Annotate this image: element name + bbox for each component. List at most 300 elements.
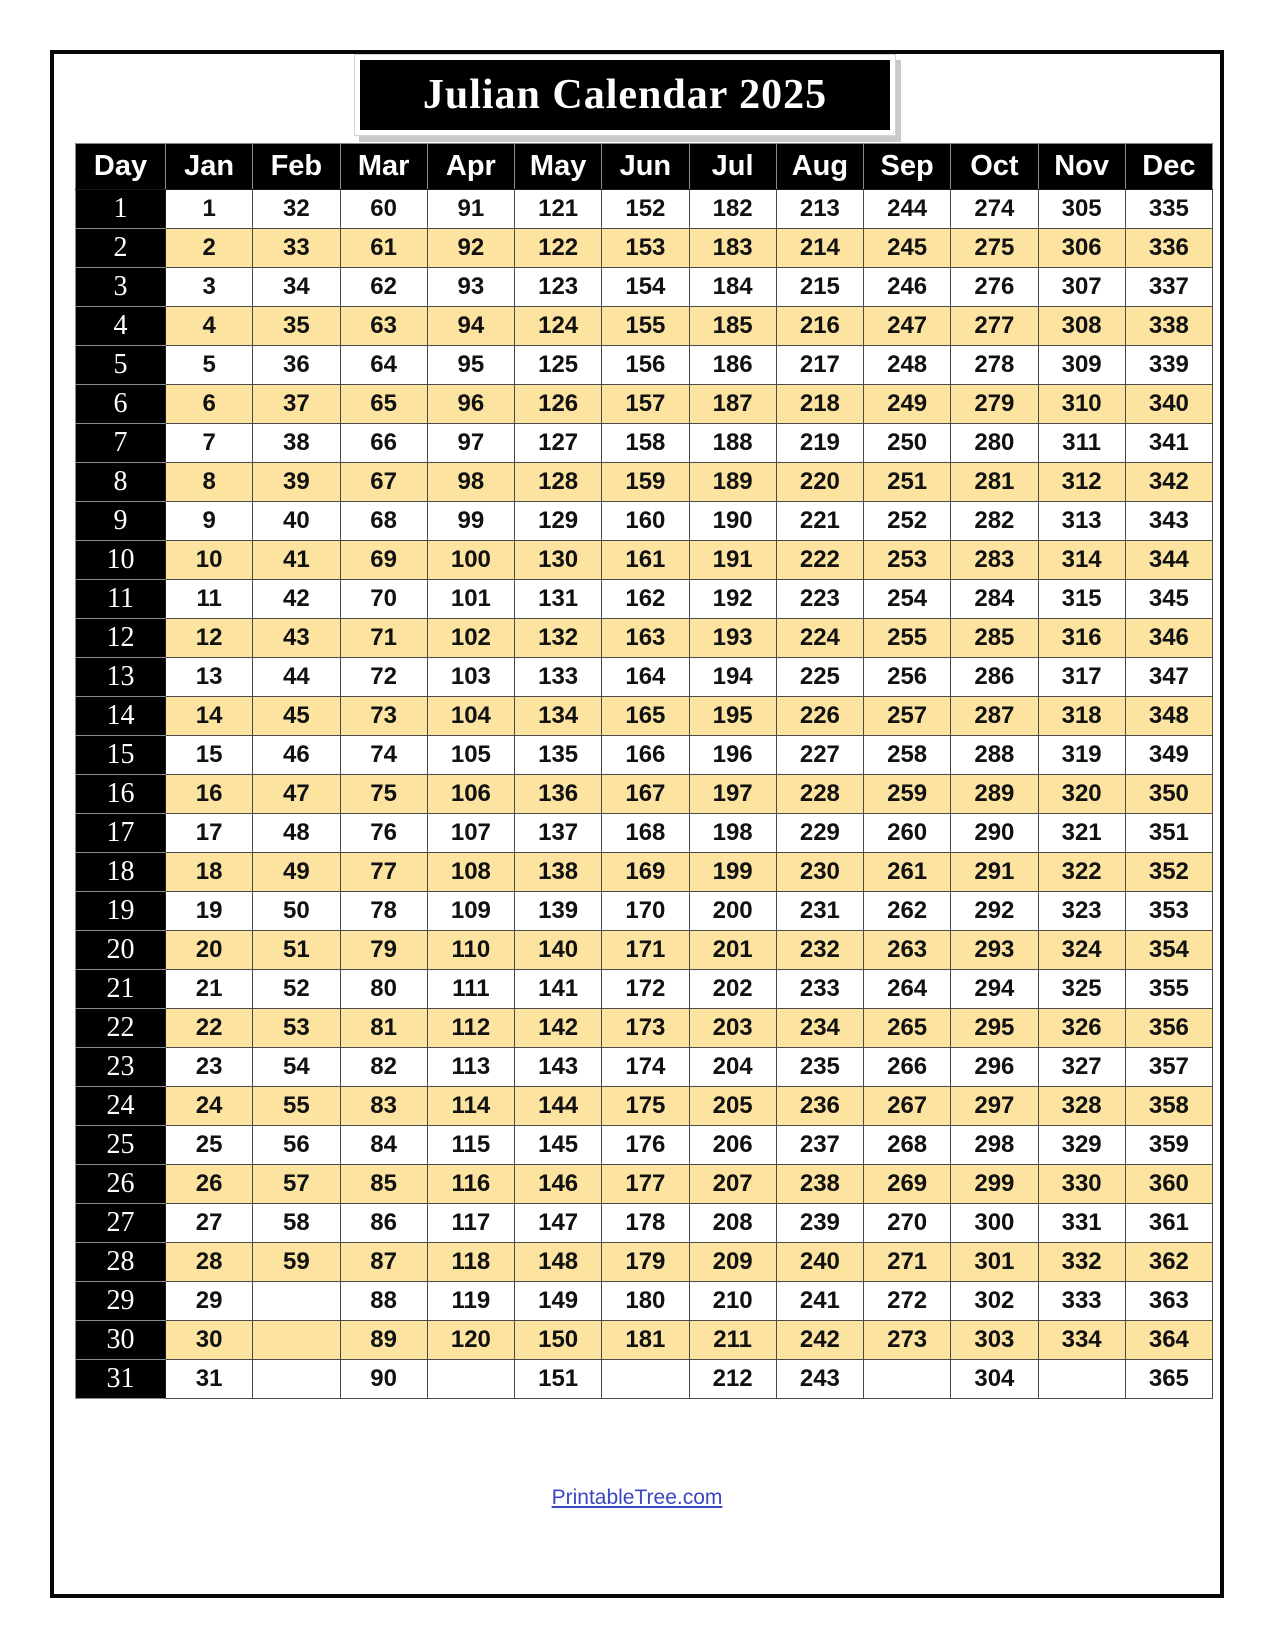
julian-day-cell: 339 xyxy=(1125,346,1212,385)
julian-day-cell: 263 xyxy=(864,931,951,970)
julian-day-cell: 193 xyxy=(689,619,776,658)
julian-day-cell: 273 xyxy=(864,1321,951,1360)
julian-day-cell: 341 xyxy=(1125,424,1212,463)
table-row xyxy=(76,190,1213,229)
julian-day-cell: 293 xyxy=(951,931,1038,970)
day-cell: 23 xyxy=(76,1048,166,1087)
julian-day-cell: 91 xyxy=(427,190,514,229)
julian-day-cell: 41 xyxy=(253,541,340,580)
julian-day-cell: 279 xyxy=(951,385,1038,424)
julian-day-cell: 305 xyxy=(1038,190,1125,229)
day-cell: 5 xyxy=(76,346,166,385)
julian-day-cell xyxy=(864,1360,951,1399)
julian-day-cell: 159 xyxy=(602,463,689,502)
julian-day-cell: 163 xyxy=(602,619,689,658)
day-cell: 24 xyxy=(76,1087,166,1126)
julian-day-cell: 152 xyxy=(602,190,689,229)
day-cell: 22 xyxy=(76,1009,166,1048)
julian-day-cell: 262 xyxy=(864,892,951,931)
julian-day-cell: 154 xyxy=(602,268,689,307)
julian-day-cell: 98 xyxy=(427,463,514,502)
julian-day-cell: 182 xyxy=(689,190,776,229)
julian-day-cell: 303 xyxy=(951,1321,1038,1360)
julian-day-cell: 237 xyxy=(776,1126,863,1165)
julian-day-cell: 330 xyxy=(1038,1165,1125,1204)
julian-day-cell: 238 xyxy=(776,1165,863,1204)
julian-day-cell: 157 xyxy=(602,385,689,424)
julian-day-cell: 82 xyxy=(340,1048,427,1087)
julian-day-cell: 342 xyxy=(1125,463,1212,502)
column-header-jan: Jan xyxy=(166,144,253,190)
julian-day-cell: 243 xyxy=(776,1360,863,1399)
julian-day-cell: 181 xyxy=(602,1321,689,1360)
table-header-row xyxy=(76,144,1213,190)
column-header-may: May xyxy=(515,144,602,190)
day-cell: 9 xyxy=(76,502,166,541)
julian-day-cell: 102 xyxy=(427,619,514,658)
julian-day-cell: 140 xyxy=(515,931,602,970)
julian-day-cell: 276 xyxy=(951,268,1038,307)
julian-day-cell: 127 xyxy=(515,424,602,463)
julian-day-cell: 3 xyxy=(166,268,253,307)
table-row xyxy=(76,1126,1213,1165)
julian-day-cell: 336 xyxy=(1125,229,1212,268)
julian-day-cell: 9 xyxy=(166,502,253,541)
julian-day-cell: 221 xyxy=(776,502,863,541)
julian-day-cell: 37 xyxy=(253,385,340,424)
julian-day-cell: 187 xyxy=(689,385,776,424)
julian-day-cell: 170 xyxy=(602,892,689,931)
julian-day-cell: 335 xyxy=(1125,190,1212,229)
julian-day-cell: 300 xyxy=(951,1204,1038,1243)
table-row xyxy=(76,736,1213,775)
julian-day-cell: 21 xyxy=(166,970,253,1009)
julian-day-cell: 11 xyxy=(166,580,253,619)
julian-day-cell: 210 xyxy=(689,1282,776,1321)
julian-day-cell: 128 xyxy=(515,463,602,502)
julian-day-cell: 134 xyxy=(515,697,602,736)
julian-day-cell: 361 xyxy=(1125,1204,1212,1243)
julian-day-cell: 213 xyxy=(776,190,863,229)
julian-day-cell xyxy=(602,1360,689,1399)
table-row xyxy=(76,970,1213,1009)
julian-day-cell: 351 xyxy=(1125,814,1212,853)
julian-day-cell: 34 xyxy=(253,268,340,307)
day-cell: 20 xyxy=(76,931,166,970)
table-row xyxy=(76,229,1213,268)
julian-day-cell: 346 xyxy=(1125,619,1212,658)
julian-day-cell: 176 xyxy=(602,1126,689,1165)
julian-day-cell: 26 xyxy=(166,1165,253,1204)
julian-day-cell: 249 xyxy=(864,385,951,424)
julian-day-cell: 42 xyxy=(253,580,340,619)
day-cell: 12 xyxy=(76,619,166,658)
julian-day-cell: 85 xyxy=(340,1165,427,1204)
julian-day-cell: 340 xyxy=(1125,385,1212,424)
julian-day-cell: 250 xyxy=(864,424,951,463)
julian-day-cell: 177 xyxy=(602,1165,689,1204)
table-row xyxy=(76,1087,1213,1126)
julian-day-cell: 138 xyxy=(515,853,602,892)
julian-day-cell: 136 xyxy=(515,775,602,814)
julian-day-cell: 223 xyxy=(776,580,863,619)
julian-day-cell: 208 xyxy=(689,1204,776,1243)
column-header-jun: Jun xyxy=(602,144,689,190)
printabletree-link[interactable]: PrintableTree.com xyxy=(551,1486,723,1509)
julian-day-cell: 323 xyxy=(1038,892,1125,931)
table-row xyxy=(76,1243,1213,1282)
column-header-day: Day xyxy=(76,144,166,190)
julian-day-cell: 194 xyxy=(689,658,776,697)
julian-day-cell: 302 xyxy=(951,1282,1038,1321)
julian-day-cell: 107 xyxy=(427,814,514,853)
day-cell: 19 xyxy=(76,892,166,931)
julian-day-cell: 150 xyxy=(515,1321,602,1360)
julian-day-cell: 104 xyxy=(427,697,514,736)
julian-day-cell: 313 xyxy=(1038,502,1125,541)
julian-day-cell: 14 xyxy=(166,697,253,736)
julian-day-cell: 245 xyxy=(864,229,951,268)
julian-day-cell: 126 xyxy=(515,385,602,424)
julian-day-cell: 15 xyxy=(166,736,253,775)
julian-day-cell: 68 xyxy=(340,502,427,541)
julian-day-cell: 64 xyxy=(340,346,427,385)
julian-day-cell: 219 xyxy=(776,424,863,463)
julian-day-cell: 50 xyxy=(253,892,340,931)
julian-day-cell: 364 xyxy=(1125,1321,1212,1360)
julian-day-cell xyxy=(253,1360,340,1399)
julian-day-cell: 141 xyxy=(515,970,602,1009)
julian-day-cell: 48 xyxy=(253,814,340,853)
day-cell: 2 xyxy=(76,229,166,268)
julian-day-cell xyxy=(427,1360,514,1399)
julian-day-cell: 17 xyxy=(166,814,253,853)
table-row xyxy=(76,853,1213,892)
julian-day-cell: 25 xyxy=(166,1126,253,1165)
julian-day-cell: 203 xyxy=(689,1009,776,1048)
julian-day-cell: 236 xyxy=(776,1087,863,1126)
julian-day-cell: 18 xyxy=(166,853,253,892)
julian-day-cell: 233 xyxy=(776,970,863,1009)
julian-day-cell: 112 xyxy=(427,1009,514,1048)
julian-day-cell: 99 xyxy=(427,502,514,541)
day-cell: 3 xyxy=(76,268,166,307)
table-row xyxy=(76,268,1213,307)
julian-day-cell: 357 xyxy=(1125,1048,1212,1087)
julian-day-cell: 95 xyxy=(427,346,514,385)
julian-day-cell: 173 xyxy=(602,1009,689,1048)
julian-day-cell: 161 xyxy=(602,541,689,580)
julian-day-cell: 347 xyxy=(1125,658,1212,697)
table-row xyxy=(76,580,1213,619)
julian-day-cell: 125 xyxy=(515,346,602,385)
julian-day-cell: 165 xyxy=(602,697,689,736)
day-cell: 27 xyxy=(76,1204,166,1243)
julian-day-cell: 324 xyxy=(1038,931,1125,970)
julian-day-cell: 52 xyxy=(253,970,340,1009)
julian-day-cell: 113 xyxy=(427,1048,514,1087)
julian-day-cell: 189 xyxy=(689,463,776,502)
julian-day-cell: 148 xyxy=(515,1243,602,1282)
table-row xyxy=(76,1282,1213,1321)
julian-day-cell: 345 xyxy=(1125,580,1212,619)
julian-day-cell: 363 xyxy=(1125,1282,1212,1321)
julian-day-cell: 277 xyxy=(951,307,1038,346)
julian-day-cell: 155 xyxy=(602,307,689,346)
column-header-sep: Sep xyxy=(864,144,951,190)
column-header-dec: Dec xyxy=(1125,144,1212,190)
julian-day-cell: 206 xyxy=(689,1126,776,1165)
julian-day-cell: 61 xyxy=(340,229,427,268)
julian-day-cell: 242 xyxy=(776,1321,863,1360)
julian-day-cell: 81 xyxy=(340,1009,427,1048)
julian-day-cell: 272 xyxy=(864,1282,951,1321)
julian-day-cell: 88 xyxy=(340,1282,427,1321)
julian-day-cell: 133 xyxy=(515,658,602,697)
julian-day-cell: 215 xyxy=(776,268,863,307)
julian-day-cell: 158 xyxy=(602,424,689,463)
julian-day-cell: 225 xyxy=(776,658,863,697)
column-header-oct: Oct xyxy=(951,144,1038,190)
julian-day-cell: 13 xyxy=(166,658,253,697)
julian-day-cell: 84 xyxy=(340,1126,427,1165)
julian-day-cell: 106 xyxy=(427,775,514,814)
julian-day-cell: 169 xyxy=(602,853,689,892)
julian-day-cell: 101 xyxy=(427,580,514,619)
julian-day-cell: 153 xyxy=(602,229,689,268)
julian-day-cell: 28 xyxy=(166,1243,253,1282)
julian-day-cell: 217 xyxy=(776,346,863,385)
julian-day-cell: 174 xyxy=(602,1048,689,1087)
julian-day-cell: 349 xyxy=(1125,736,1212,775)
julian-day-cell: 294 xyxy=(951,970,1038,1009)
julian-day-cell: 297 xyxy=(951,1087,1038,1126)
julian-day-cell: 318 xyxy=(1038,697,1125,736)
julian-day-cell: 63 xyxy=(340,307,427,346)
julian-day-cell: 205 xyxy=(689,1087,776,1126)
julian-day-cell: 284 xyxy=(951,580,1038,619)
page-title: Julian Calendar 2025 xyxy=(422,72,828,118)
julian-day-cell xyxy=(253,1321,340,1360)
julian-day-cell: 195 xyxy=(689,697,776,736)
julian-day-cell: 73 xyxy=(340,697,427,736)
julian-day-cell: 198 xyxy=(689,814,776,853)
julian-day-cell: 27 xyxy=(166,1204,253,1243)
julian-day-cell: 65 xyxy=(340,385,427,424)
julian-day-cell: 316 xyxy=(1038,619,1125,658)
julian-day-cell: 47 xyxy=(253,775,340,814)
julian-day-cell: 56 xyxy=(253,1126,340,1165)
julian-day-cell: 358 xyxy=(1125,1087,1212,1126)
julian-day-cell: 100 xyxy=(427,541,514,580)
julian-day-cell: 296 xyxy=(951,1048,1038,1087)
julian-day-cell: 59 xyxy=(253,1243,340,1282)
julian-day-cell: 160 xyxy=(602,502,689,541)
julian-day-cell: 129 xyxy=(515,502,602,541)
julian-day-cell: 222 xyxy=(776,541,863,580)
column-header-aug: Aug xyxy=(776,144,863,190)
julian-day-cell: 306 xyxy=(1038,229,1125,268)
table-row xyxy=(76,1321,1213,1360)
day-cell: 8 xyxy=(76,463,166,502)
julian-day-cell: 214 xyxy=(776,229,863,268)
day-cell: 13 xyxy=(76,658,166,697)
julian-day-cell: 248 xyxy=(864,346,951,385)
julian-day-cell: 124 xyxy=(515,307,602,346)
julian-day-cell: 228 xyxy=(776,775,863,814)
julian-day-cell: 44 xyxy=(253,658,340,697)
day-cell: 28 xyxy=(76,1243,166,1282)
day-cell: 17 xyxy=(76,814,166,853)
julian-day-cell: 240 xyxy=(776,1243,863,1282)
julian-day-cell: 135 xyxy=(515,736,602,775)
julian-day-cell: 253 xyxy=(864,541,951,580)
julian-day-cell: 355 xyxy=(1125,970,1212,1009)
julian-day-cell: 232 xyxy=(776,931,863,970)
julian-day-cell: 255 xyxy=(864,619,951,658)
day-cell: 4 xyxy=(76,307,166,346)
julian-day-cell: 16 xyxy=(166,775,253,814)
table-body xyxy=(76,190,1213,1399)
table-row xyxy=(76,619,1213,658)
julian-day-cell: 89 xyxy=(340,1321,427,1360)
day-cell: 31 xyxy=(76,1360,166,1399)
julian-day-cell: 137 xyxy=(515,814,602,853)
julian-day-cell: 57 xyxy=(253,1165,340,1204)
julian-day-cell: 168 xyxy=(602,814,689,853)
julian-day-cell: 78 xyxy=(340,892,427,931)
julian-day-cell: 20 xyxy=(166,931,253,970)
column-header-mar: Mar xyxy=(340,144,427,190)
julian-day-cell: 66 xyxy=(340,424,427,463)
julian-day-cell xyxy=(1038,1360,1125,1399)
julian-day-cell: 190 xyxy=(689,502,776,541)
julian-day-cell: 69 xyxy=(340,541,427,580)
julian-day-cell: 246 xyxy=(864,268,951,307)
table-row xyxy=(76,658,1213,697)
julian-day-cell: 204 xyxy=(689,1048,776,1087)
julian-day-cell: 287 xyxy=(951,697,1038,736)
julian-day-cell: 320 xyxy=(1038,775,1125,814)
julian-day-cell: 199 xyxy=(689,853,776,892)
julian-day-cell: 360 xyxy=(1125,1165,1212,1204)
julian-day-cell: 334 xyxy=(1038,1321,1125,1360)
julian-day-cell: 202 xyxy=(689,970,776,1009)
column-header-apr: Apr xyxy=(427,144,514,190)
julian-day-cell: 317 xyxy=(1038,658,1125,697)
julian-day-cell: 191 xyxy=(689,541,776,580)
julian-day-cell: 51 xyxy=(253,931,340,970)
julian-day-cell: 5 xyxy=(166,346,253,385)
julian-day-cell: 298 xyxy=(951,1126,1038,1165)
julian-day-cell: 275 xyxy=(951,229,1038,268)
table-row xyxy=(76,541,1213,580)
julian-day-cell: 162 xyxy=(602,580,689,619)
day-cell: 1 xyxy=(76,190,166,229)
julian-day-cell: 43 xyxy=(253,619,340,658)
julian-day-cell: 301 xyxy=(951,1243,1038,1282)
julian-day-cell: 19 xyxy=(166,892,253,931)
julian-day-cell: 310 xyxy=(1038,385,1125,424)
day-cell: 14 xyxy=(76,697,166,736)
day-cell: 6 xyxy=(76,385,166,424)
julian-day-cell: 111 xyxy=(427,970,514,1009)
julian-day-cell: 304 xyxy=(951,1360,1038,1399)
julian-day-cell: 265 xyxy=(864,1009,951,1048)
table-row xyxy=(76,424,1213,463)
julian-day-cell: 175 xyxy=(602,1087,689,1126)
julian-calendar-table xyxy=(75,143,1213,1399)
julian-day-cell: 362 xyxy=(1125,1243,1212,1282)
julian-day-cell: 226 xyxy=(776,697,863,736)
julian-day-cell: 268 xyxy=(864,1126,951,1165)
julian-day-cell: 90 xyxy=(340,1360,427,1399)
julian-day-cell: 274 xyxy=(951,190,1038,229)
julian-day-cell: 234 xyxy=(776,1009,863,1048)
julian-day-cell: 264 xyxy=(864,970,951,1009)
julian-day-cell: 230 xyxy=(776,853,863,892)
julian-day-cell: 333 xyxy=(1038,1282,1125,1321)
julian-day-cell: 118 xyxy=(427,1243,514,1282)
julian-day-cell: 269 xyxy=(864,1165,951,1204)
julian-day-cell: 164 xyxy=(602,658,689,697)
table-row xyxy=(76,1009,1213,1048)
julian-day-cell: 40 xyxy=(253,502,340,541)
day-cell: 10 xyxy=(76,541,166,580)
julian-day-cell: 77 xyxy=(340,853,427,892)
julian-day-cell: 121 xyxy=(515,190,602,229)
julian-day-cell: 2 xyxy=(166,229,253,268)
julian-day-cell: 108 xyxy=(427,853,514,892)
julian-day-cell: 283 xyxy=(951,541,1038,580)
julian-day-cell: 257 xyxy=(864,697,951,736)
table-row xyxy=(76,1048,1213,1087)
day-cell: 15 xyxy=(76,736,166,775)
julian-day-cell: 36 xyxy=(253,346,340,385)
julian-day-cell: 331 xyxy=(1038,1204,1125,1243)
julian-day-cell: 224 xyxy=(776,619,863,658)
julian-day-cell: 286 xyxy=(951,658,1038,697)
julian-day-cell: 260 xyxy=(864,814,951,853)
julian-day-cell: 8 xyxy=(166,463,253,502)
julian-day-cell: 183 xyxy=(689,229,776,268)
julian-day-cell: 79 xyxy=(340,931,427,970)
julian-day-cell: 356 xyxy=(1125,1009,1212,1048)
julian-day-cell: 352 xyxy=(1125,853,1212,892)
julian-day-cell: 131 xyxy=(515,580,602,619)
julian-day-cell: 46 xyxy=(253,736,340,775)
julian-day-cell: 119 xyxy=(427,1282,514,1321)
julian-day-cell: 93 xyxy=(427,268,514,307)
julian-day-cell: 201 xyxy=(689,931,776,970)
julian-day-cell: 290 xyxy=(951,814,1038,853)
julian-day-cell: 278 xyxy=(951,346,1038,385)
julian-day-cell: 29 xyxy=(166,1282,253,1321)
julian-day-cell: 343 xyxy=(1125,502,1212,541)
julian-day-cell: 87 xyxy=(340,1243,427,1282)
julian-day-cell: 94 xyxy=(427,307,514,346)
julian-day-cell: 218 xyxy=(776,385,863,424)
julian-day-cell: 326 xyxy=(1038,1009,1125,1048)
julian-day-cell: 258 xyxy=(864,736,951,775)
julian-day-cell: 212 xyxy=(689,1360,776,1399)
julian-day-cell: 281 xyxy=(951,463,1038,502)
julian-day-cell: 7 xyxy=(166,424,253,463)
julian-day-cell: 31 xyxy=(166,1360,253,1399)
julian-day-cell: 60 xyxy=(340,190,427,229)
julian-day-cell: 220 xyxy=(776,463,863,502)
julian-day-cell: 6 xyxy=(166,385,253,424)
